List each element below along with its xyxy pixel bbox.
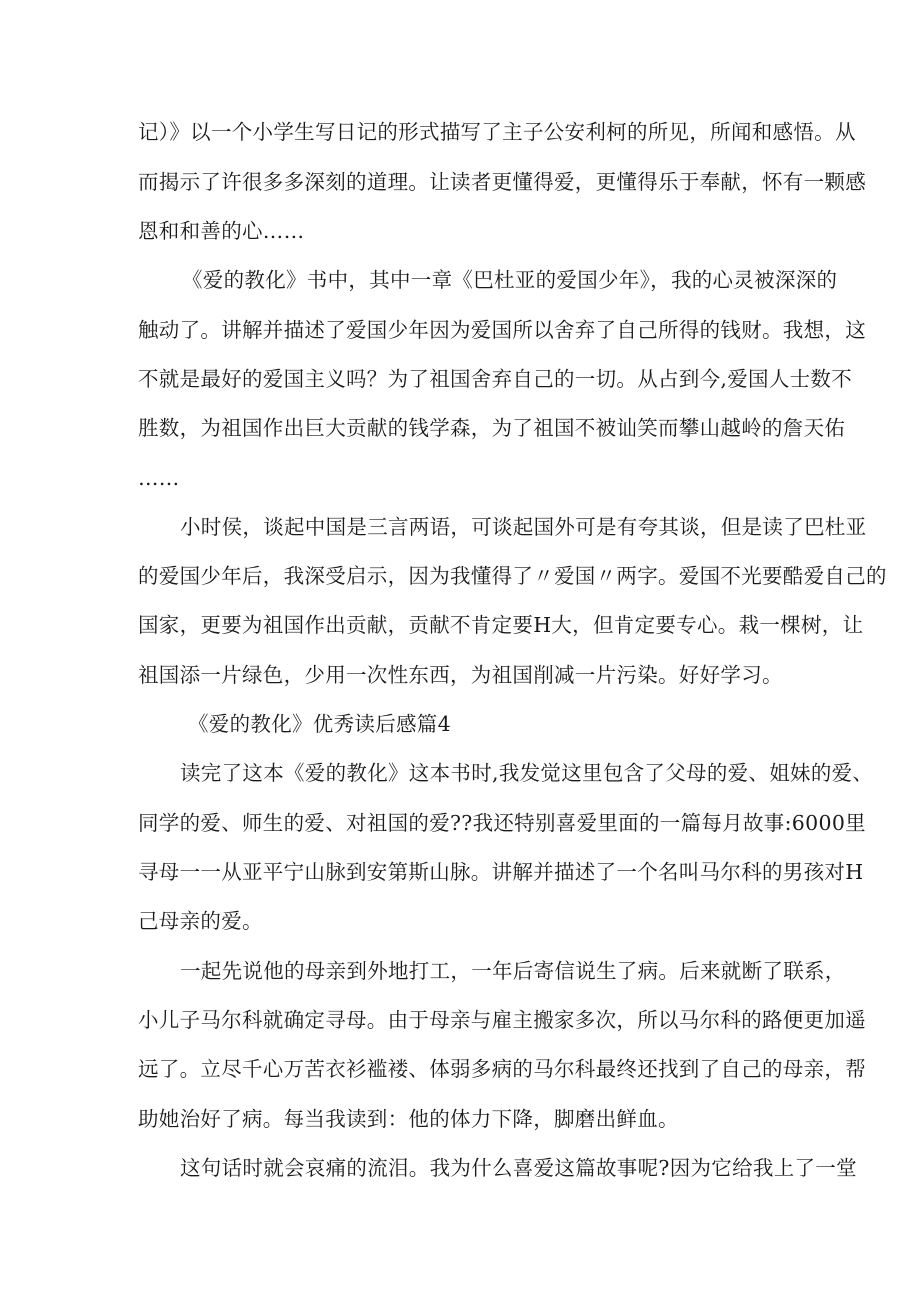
text-line: 这句话时就会哀痛的流泪。我为什么喜爱这篇故事呢?因为它给我上了一堂 xyxy=(180,1156,857,1180)
text-line: 不就是最好的爱国主义吗？为了祖国舍弃自己的一切。从占到今,爱国人士数不 xyxy=(138,367,853,391)
text-line: 祖国添一片绿色，少用一次性东西，为祖国削减一片污染。好好学习。 xyxy=(138,663,783,687)
text-line: 寻母一一从亚平宁山脉到安第斯山脉。讲解并描述了一个名叫马尔科的男孩对H xyxy=(138,860,864,884)
section-title: 《爱的教化》优秀读后感篇4 xyxy=(188,712,451,736)
text-line: 而揭示了许很多多深刻的道理。让读者更懂得爱，更懂得乐于奉献，怀有一颗感 xyxy=(138,170,866,194)
text-line: 《爱的教化》书中，其中一章《巴杜亚的爱国少年》，我的心灵被深深的 xyxy=(182,268,838,292)
text-line: 国家，更要为祖国作出贡献，贡献不肯定要H大，但肯定要专心。栽一棵树，让 xyxy=(138,613,864,637)
text-line: 触动了。讲解并描述了爱国少年因为爱国所以舍弃了自己所得的钱财。我想，这 xyxy=(138,318,866,342)
text-line: 远了。立尽千心万苦衣衫褴褛、体弱多病的马尔科最终还找到了自己的母亲，帮 xyxy=(138,1057,866,1081)
text-line: 一起先说他的母亲到外地打工，一年后寄信说生了病。后来就断了联系， xyxy=(180,959,846,983)
text-line: 记）》以一个小学生写日记的形式描写了主子公安利柯的所见，所闻和感悟。从 xyxy=(138,120,856,144)
text-line: …… xyxy=(138,466,180,490)
text-line: 读完了这本《爱的教化》这本书时,我发觉这里包含了父母的爱、姐妹的爱、 xyxy=(180,761,874,785)
text-line: 助她治好了病。每当我读到：他的体力下降，脚磨出鲜血。 xyxy=(138,1107,679,1131)
text-line: 同学的爱、师生的爱、对祖国的爱??我还特别喜爱里面的一篇每月故事:6000里 xyxy=(138,811,866,835)
text-line: 胜数，为祖国作出巨大贡献的钱学森，为了祖国不被讪笑而攀山越岭的詹天佑 xyxy=(138,416,846,440)
text-line: 己母亲的爱。 xyxy=(138,909,263,933)
text-line: 的爱国少年后，我深受启示，因为我懂得了〃爱国〃两字。爱国不光要酷爱自己的 xyxy=(138,564,887,588)
text-line: 小儿子马尔科就确定寻母。由于母亲与雇主搬家多次，所以马尔科的路便更加遥 xyxy=(138,1008,866,1032)
text-line: 恩和和善的心…… xyxy=(138,219,305,243)
text-line: 小时侯，谈起中国是三言两语，可谈起国外可是有夸其谈，但是读了巴杜亚 xyxy=(180,515,867,539)
